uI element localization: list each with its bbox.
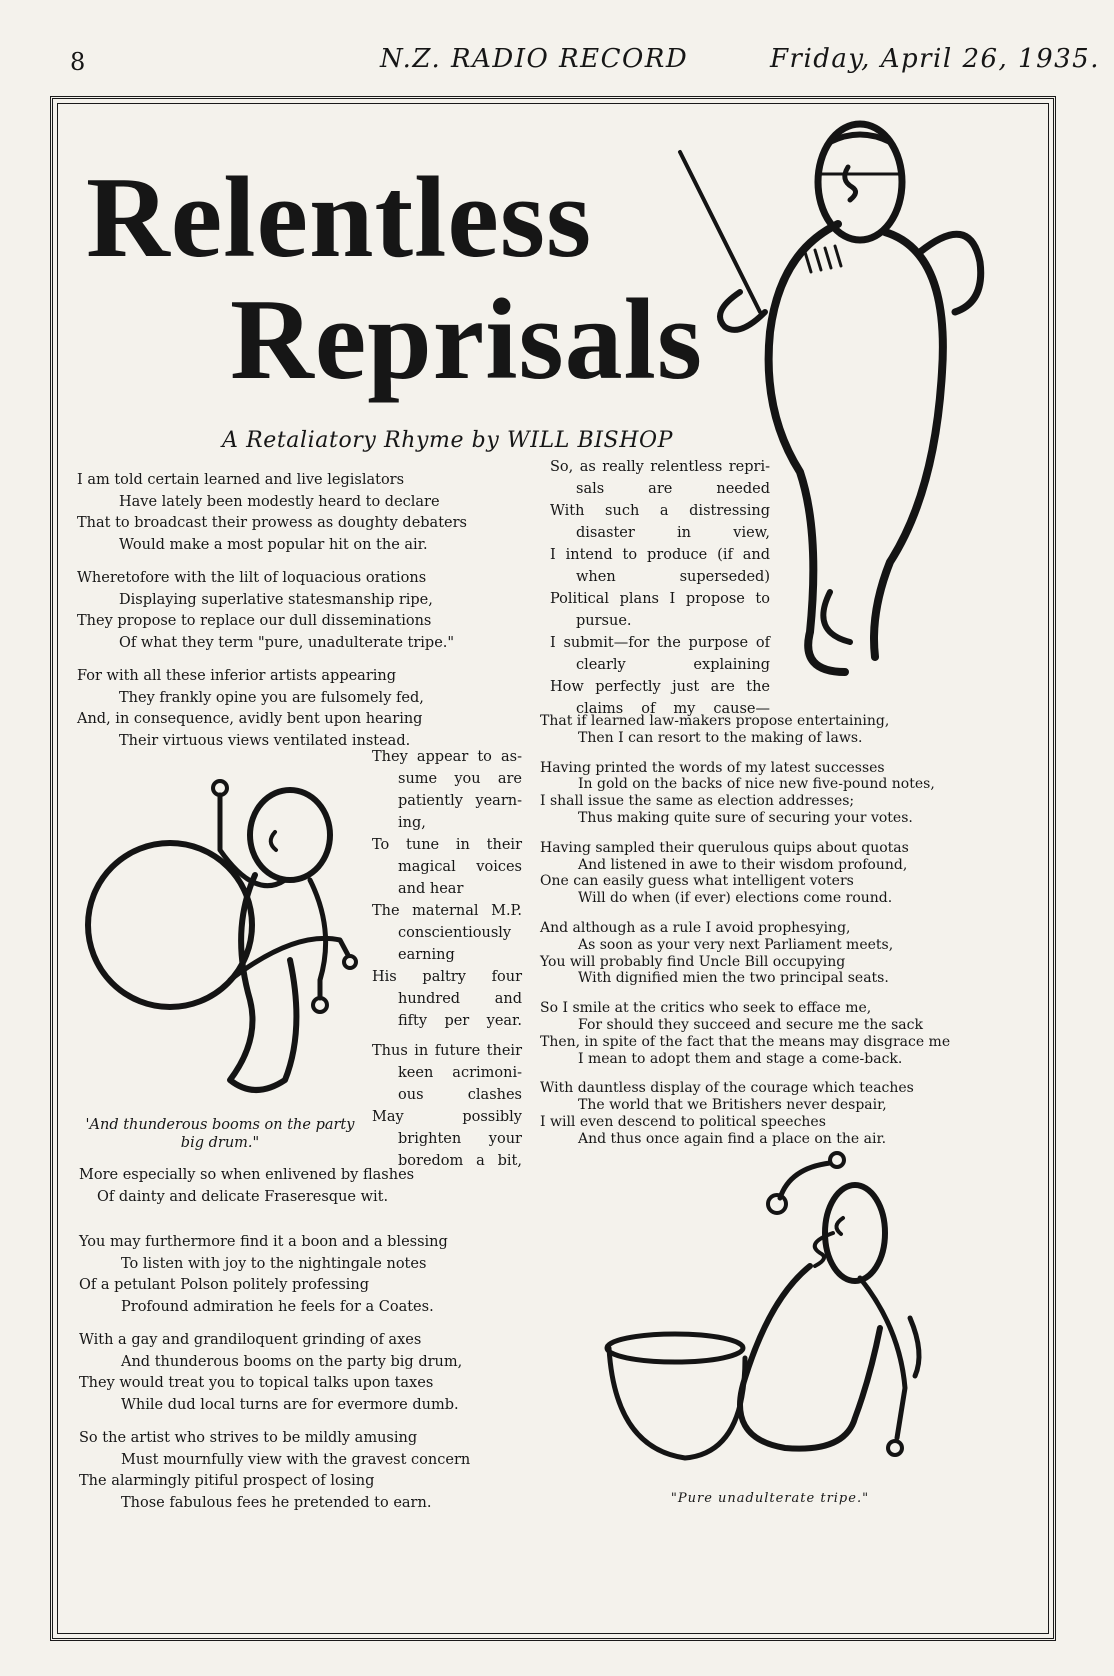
poem-line: I will even descend to political speeches — [540, 1113, 826, 1130]
poem-line: Thus making quite sure of securing your votes. — [578, 809, 913, 826]
issue-date: Friday, April 26, 1935. — [770, 44, 1100, 74]
poem-line: In gold on the backs of nice new five-pound notes, — [578, 776, 935, 793]
poem-line: For should they succeed and secure me the sack — [578, 1016, 923, 1033]
poem-line: brighten your — [398, 1131, 522, 1147]
poem-line: Profound admiration he feels for a Coates. — [121, 1298, 434, 1315]
poem-line: Of a petulant Polson politely professing — [79, 1277, 370, 1293]
poem-line: Must mournfully view with the gravest concern — [121, 1451, 471, 1468]
title-line-2: Reprisals — [230, 276, 703, 404]
narrow-stanza-1 — [360, 746, 522, 1032]
left-continuation — [79, 1165, 414, 1208]
poem-line: The world that we Britishers never despair, — [578, 1097, 887, 1114]
poem-line: With a gay and grandiloquent grinding of axes — [79, 1332, 422, 1348]
poem-line: With dignified mien the two principal seats. — [578, 970, 889, 987]
stanza — [79, 1330, 470, 1416]
drum-caption: 'And thunderous booms on the party big drum." — [85, 1117, 355, 1151]
poem-line: They would treat you to topical talks upon taxes — [79, 1375, 434, 1391]
poem-line: earning — [398, 947, 455, 963]
poem-line: That to broadcast their prowess as doughty debaters — [77, 515, 467, 531]
poem-line: Of what they term "pure, unadulterate tripe." — [119, 634, 455, 651]
poem-line: While dud local turns are for evermore dumb. — [121, 1396, 459, 1413]
poem-line: With dauntless display of the courage which teaches — [540, 1080, 914, 1097]
poem-line: I submit—for the purpose of — [550, 635, 770, 651]
poem-line: Wheretofore with the lilt of loquacious orations — [77, 570, 427, 586]
poem-line: conscientiously — [398, 925, 512, 941]
poem-line: And thus once again find a place on the air. — [578, 1130, 887, 1147]
byline: A Retaliatory Rhyme by WILL BISHOP — [222, 428, 674, 453]
poem-line: pursue. — [576, 613, 632, 629]
stanza — [540, 713, 950, 747]
poem-line: The maternal M.P. — [372, 903, 522, 919]
poem-line: Then I can resort to the making of laws. — [578, 729, 863, 746]
poem-line: For with all these inferior artists appearing — [77, 668, 397, 684]
poem-line: disaster in view, — [576, 525, 770, 541]
stanza — [540, 920, 950, 987]
tripe-caption: "Pure unadulterate tripe." — [670, 1491, 870, 1506]
right-narrow-stanza-1 — [538, 456, 770, 632]
poem-line: fifty per year. — [398, 1013, 522, 1029]
poem-line: Then, in spite of the fact that the means may disgrace me — [540, 1033, 951, 1050]
poem-line: Thus in future their — [372, 1043, 522, 1059]
poem-line: Of dainty and delicate Fraseresque wit. — [97, 1188, 389, 1205]
stanza — [540, 840, 950, 907]
poem-line: Have lately been modestly heard to declare — [119, 493, 440, 510]
poem-line: They appear to as- — [372, 749, 522, 765]
poem-line: One can easily guess what intelligent voters — [540, 873, 854, 890]
poem-line: So the artist who strives to be mildly amusing — [79, 1430, 418, 1446]
tripe-illustration — [605, 1148, 945, 1488]
poem-line: boredom a bit, — [398, 1153, 522, 1169]
poem-line: And listened in awe to their wisdom profound, — [578, 856, 908, 873]
poem-line: That if learned law-makers propose entertaining, — [540, 713, 890, 729]
poem-line: sume you are — [398, 771, 522, 787]
poem-line: I intend to produce (if and — [550, 547, 770, 563]
poem-line: clearly explaining — [576, 657, 770, 673]
stanza — [79, 1232, 470, 1318]
left-stanzas-top — [77, 470, 467, 764]
stanza — [540, 1000, 950, 1067]
poem-line: To listen with joy to the nightingale notes — [121, 1255, 427, 1272]
poem-line: I shall issue the same as election addresses; — [540, 793, 855, 810]
poem-line: With such a distressing — [550, 503, 770, 519]
poem-line: You may furthermore find it a boon and a blessing — [79, 1234, 448, 1250]
poem-line: hundred and — [398, 991, 522, 1007]
poem-line: patiently yearn- — [398, 793, 522, 809]
poem-line: Would make a most popular hit on the air. — [119, 536, 428, 553]
poem-line: Having printed the words of my latest successes — [540, 759, 885, 776]
poem-line: ing, — [398, 815, 426, 831]
poem-line: Will do when (if ever) elections come round. — [578, 890, 893, 907]
poem-line: sals are needed — [576, 481, 770, 497]
poem-line: claims of my cause— — [576, 701, 770, 717]
stanza — [540, 1080, 950, 1147]
poem-line: keen acrimoni- — [398, 1065, 522, 1081]
poem-line: How perfectly just are the — [550, 679, 770, 695]
poem-line: They propose to replace our dull disseminations — [77, 613, 432, 629]
drummer-illustration — [80, 780, 380, 1110]
poem-line: And, in consequence, avidly bent upon hearing — [77, 711, 423, 727]
poem-line: And although as a rule I avoid prophesying, — [540, 919, 851, 936]
poem-line: Having sampled their querulous quips about quotas — [540, 839, 909, 856]
stanza — [540, 760, 950, 827]
poem-line: when superseded) — [576, 569, 770, 585]
poem-line: I mean to adopt them and stage a come-back. — [578, 1050, 903, 1067]
right-narrow-stanza-2 — [538, 632, 770, 720]
poem-line: Their virtuous views ventilated instead. — [119, 732, 411, 749]
narrow-stanza-2 — [360, 1040, 522, 1172]
publication-name: N.Z. RADIO RECORD — [380, 44, 689, 74]
poem-line: and hear — [398, 881, 464, 897]
poem-line: And thunderous booms on the party big drum, — [121, 1353, 463, 1370]
poem-line: They frankly opine you are fulsomely fed, — [119, 689, 424, 706]
poem-line: So, as really relentless repri- — [550, 459, 770, 475]
poem-line: More especially so when enlivened by flashes — [79, 1167, 415, 1183]
poem-line: May possibly — [372, 1109, 522, 1125]
poem-line: Those fabulous fees he pretended to earn. — [121, 1494, 432, 1511]
poem-line: As soon as your very next Parliament meets, — [578, 936, 894, 953]
poem-line: Political plans I propose to — [550, 591, 770, 607]
poem-line: Displaying superlative statesmanship ripe, — [119, 591, 433, 608]
left-stanzas-bottom — [79, 1232, 470, 1526]
stanza — [77, 666, 467, 752]
right-stanzas — [540, 713, 950, 1161]
poem-line: magical voices — [398, 859, 522, 875]
title-line-1: Relentless — [86, 154, 593, 282]
poem-line: The alarmingly pitiful prospect of losing — [79, 1473, 375, 1489]
poem-line: So I smile at the critics who seek to efface me, — [540, 1000, 872, 1017]
page-number: 8 — [70, 48, 87, 76]
stanza — [77, 568, 467, 654]
stanza — [79, 1428, 470, 1514]
poem-line: You will probably find Uncle Bill occupying — [540, 953, 846, 970]
stanza — [77, 470, 467, 556]
poem-line: His paltry four — [372, 969, 522, 985]
poem-line: To tune in their — [372, 837, 522, 853]
poem-line: I am told certain learned and live legislators — [77, 472, 405, 488]
poem-line: ous clashes — [398, 1087, 522, 1103]
